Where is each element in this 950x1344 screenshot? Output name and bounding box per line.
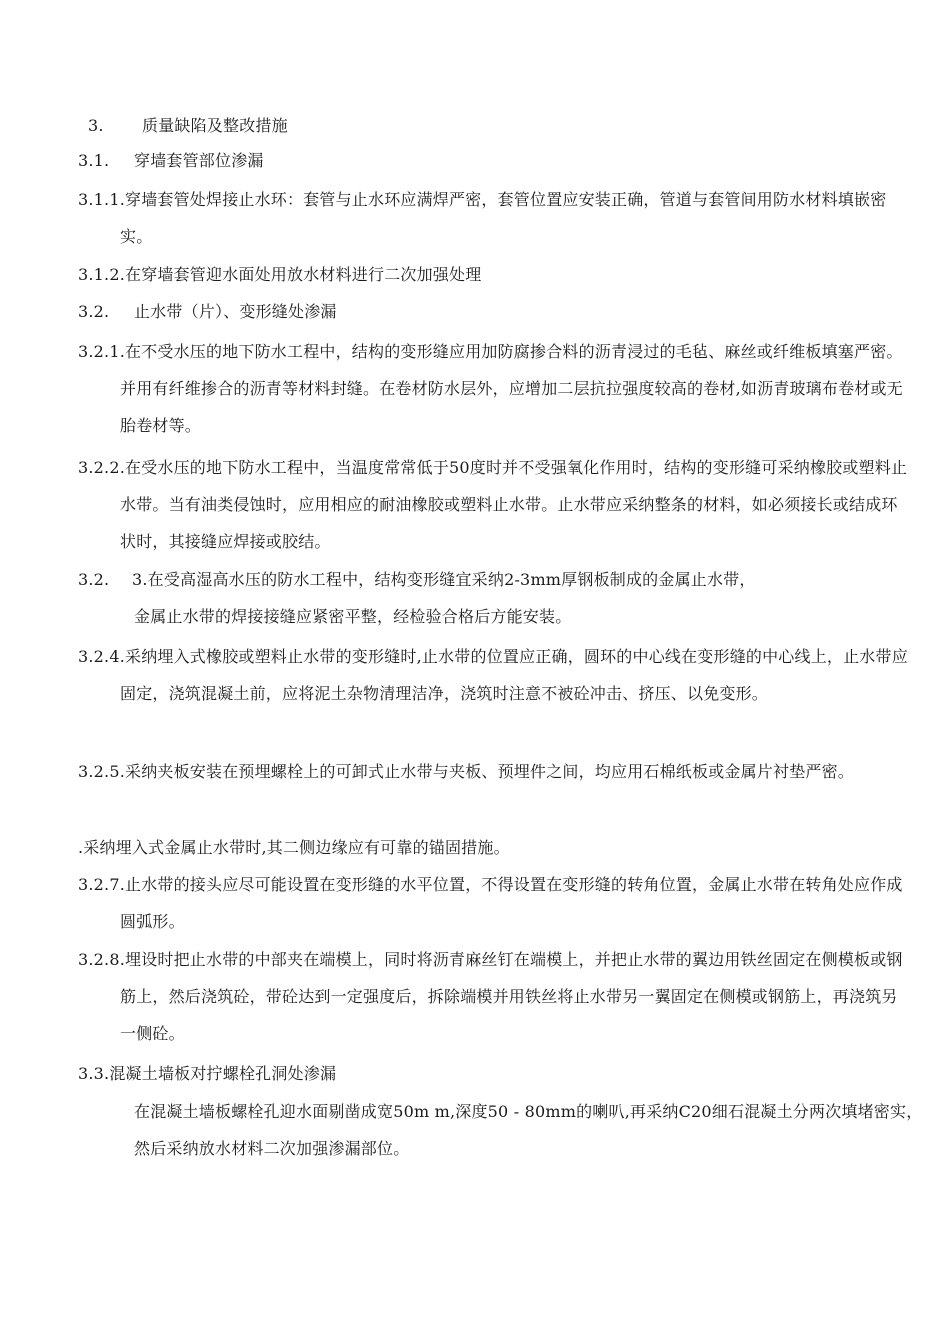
clause-paragraph (78, 941, 912, 1052)
clause-text: .采纳埋入式金属止水带时,其二侧边缘应有可靠的锚固措施。 (78, 838, 510, 857)
section-title: 质量缺陷及整改措施 (142, 116, 288, 135)
body-paragraph (78, 1093, 926, 1167)
clause-text: 在受水压的地下防水工程中，当温度常常低于50度时并不受强氧化作用时，结构的变形缝可采纳橡胶或塑料止水带。当有油类侵蚀时，应用相应的耐油橡胶或塑料止水带。止水带应采纳整条的材料，如必须接长或结成环状时，其接缝应焊接或胶结。 (120, 458, 908, 551)
clause-text: 在不受水压的地下防水工程中，结构的变形缝应用加防腐掺合料的沥青浸过的毛毡、麻丝或纤维板填塞严密。并用有纤维掺合的沥青等材料封缝。在卷材防水层外，应增加二层抗拉强度较高的卷材,如沥青玻璃布卷材或无胎卷材等。 (120, 342, 903, 435)
clause-text: 金属止水带的焊接接缝应紧密平整，经检验合格后方能安装。 (134, 607, 572, 626)
section-number: 3.3. (78, 1064, 110, 1083)
clause-number: 3.1.1. (78, 190, 125, 209)
clause-text: 在受高湿高水压的防水工程中，结构变形缝宜采纳2-3mm厚钢板制成的金属止水带， (147, 570, 756, 589)
subsection-heading (78, 293, 870, 330)
section-heading (88, 107, 880, 144)
clause-number: 3.2.7. (78, 875, 125, 894)
clause-paragraph (78, 449, 912, 560)
clause-paragraph (78, 181, 912, 255)
section-number: 3. (88, 116, 104, 135)
clause-number: 3.2.1. (78, 342, 125, 361)
section-title: 止水带（片）、变形缝处渗漏 (134, 302, 337, 321)
section-number: 3.1. (78, 151, 110, 170)
clause-text: 埋设时把止水带的中部夹在端模上，同时将沥青麻丝钉在端模上，并把止水带的翼边用铁丝固定在侧模板或钢筋上，然后浇筑砼，带砼达到一定强度后，拆除端模并用铁丝将止水带另一翼固定在侧模或钢筋上，再浇筑另一侧砼。 (120, 950, 903, 1043)
clause-number: 3.2.8. (78, 950, 125, 969)
clause-paragraph (78, 829, 870, 866)
body-text: 在混凝土墙板螺栓孔迎水面剔凿成宽50m m,深度50 - 80mm的喇叭,再采纳C20细石混凝土分两次填堵密实，然后采纳放水材料二次加强渗漏部位。 (134, 1102, 923, 1158)
clause-text: .采纳埋入式橡胶或塑料止水带的变形缝时,止水带的位置应正确，圆环的中心线在变形缝的中心线上，止水带应固定，浇筑混凝土前，应将泥土杂物清理洁净，浇筑时注意不被砼冲击、挤压、以免变形。 (119, 647, 908, 703)
subsection-heading (78, 142, 870, 179)
clause-number-suffix: 3. (132, 570, 148, 589)
clause-paragraph (78, 333, 912, 444)
clause-number: 3.2.4 (78, 647, 120, 666)
subsection-heading (78, 1055, 870, 1092)
clause-text: 穿墙套管处焊接止水环：套管与止水环应满焊严密，套管位置应安装正确，管道与套管间用防水材料填嵌密实。 (120, 190, 887, 246)
clause-continuation (78, 598, 926, 635)
clause-text: 在穿墙套管迎水面处用放水材料进行二次加强处理 (125, 265, 482, 284)
clause-number: 3.2.2. (78, 458, 125, 477)
section-number: 3.2. (78, 302, 110, 321)
clause-paragraph (78, 561, 870, 598)
clause-paragraph (78, 753, 912, 790)
clause-text: 采纳夹板安装在预埋螺栓上的可卸式止水带与夹板、预埋件之间，均应用石棉纸板或金属片衬垫严密。 (125, 762, 855, 781)
clause-number: 3.2.5. (78, 762, 125, 781)
section-title: 穿墙套管部位渗漏 (134, 151, 264, 170)
section-title: 混凝土墙板对拧螺栓孔洞处渗漏 (109, 1064, 337, 1083)
clause-paragraph (78, 638, 912, 712)
clause-paragraph (78, 256, 912, 293)
clause-number: 3.2. (78, 570, 110, 589)
clause-number: 3.1.2. (78, 265, 125, 284)
clause-paragraph (78, 866, 912, 940)
clause-text: 止水带的接头应尽可能设置在变形缝的水平位置，不得设置在变形缝的转角位置，金属止水带在转角处应作成圆弧形。 (120, 875, 903, 931)
